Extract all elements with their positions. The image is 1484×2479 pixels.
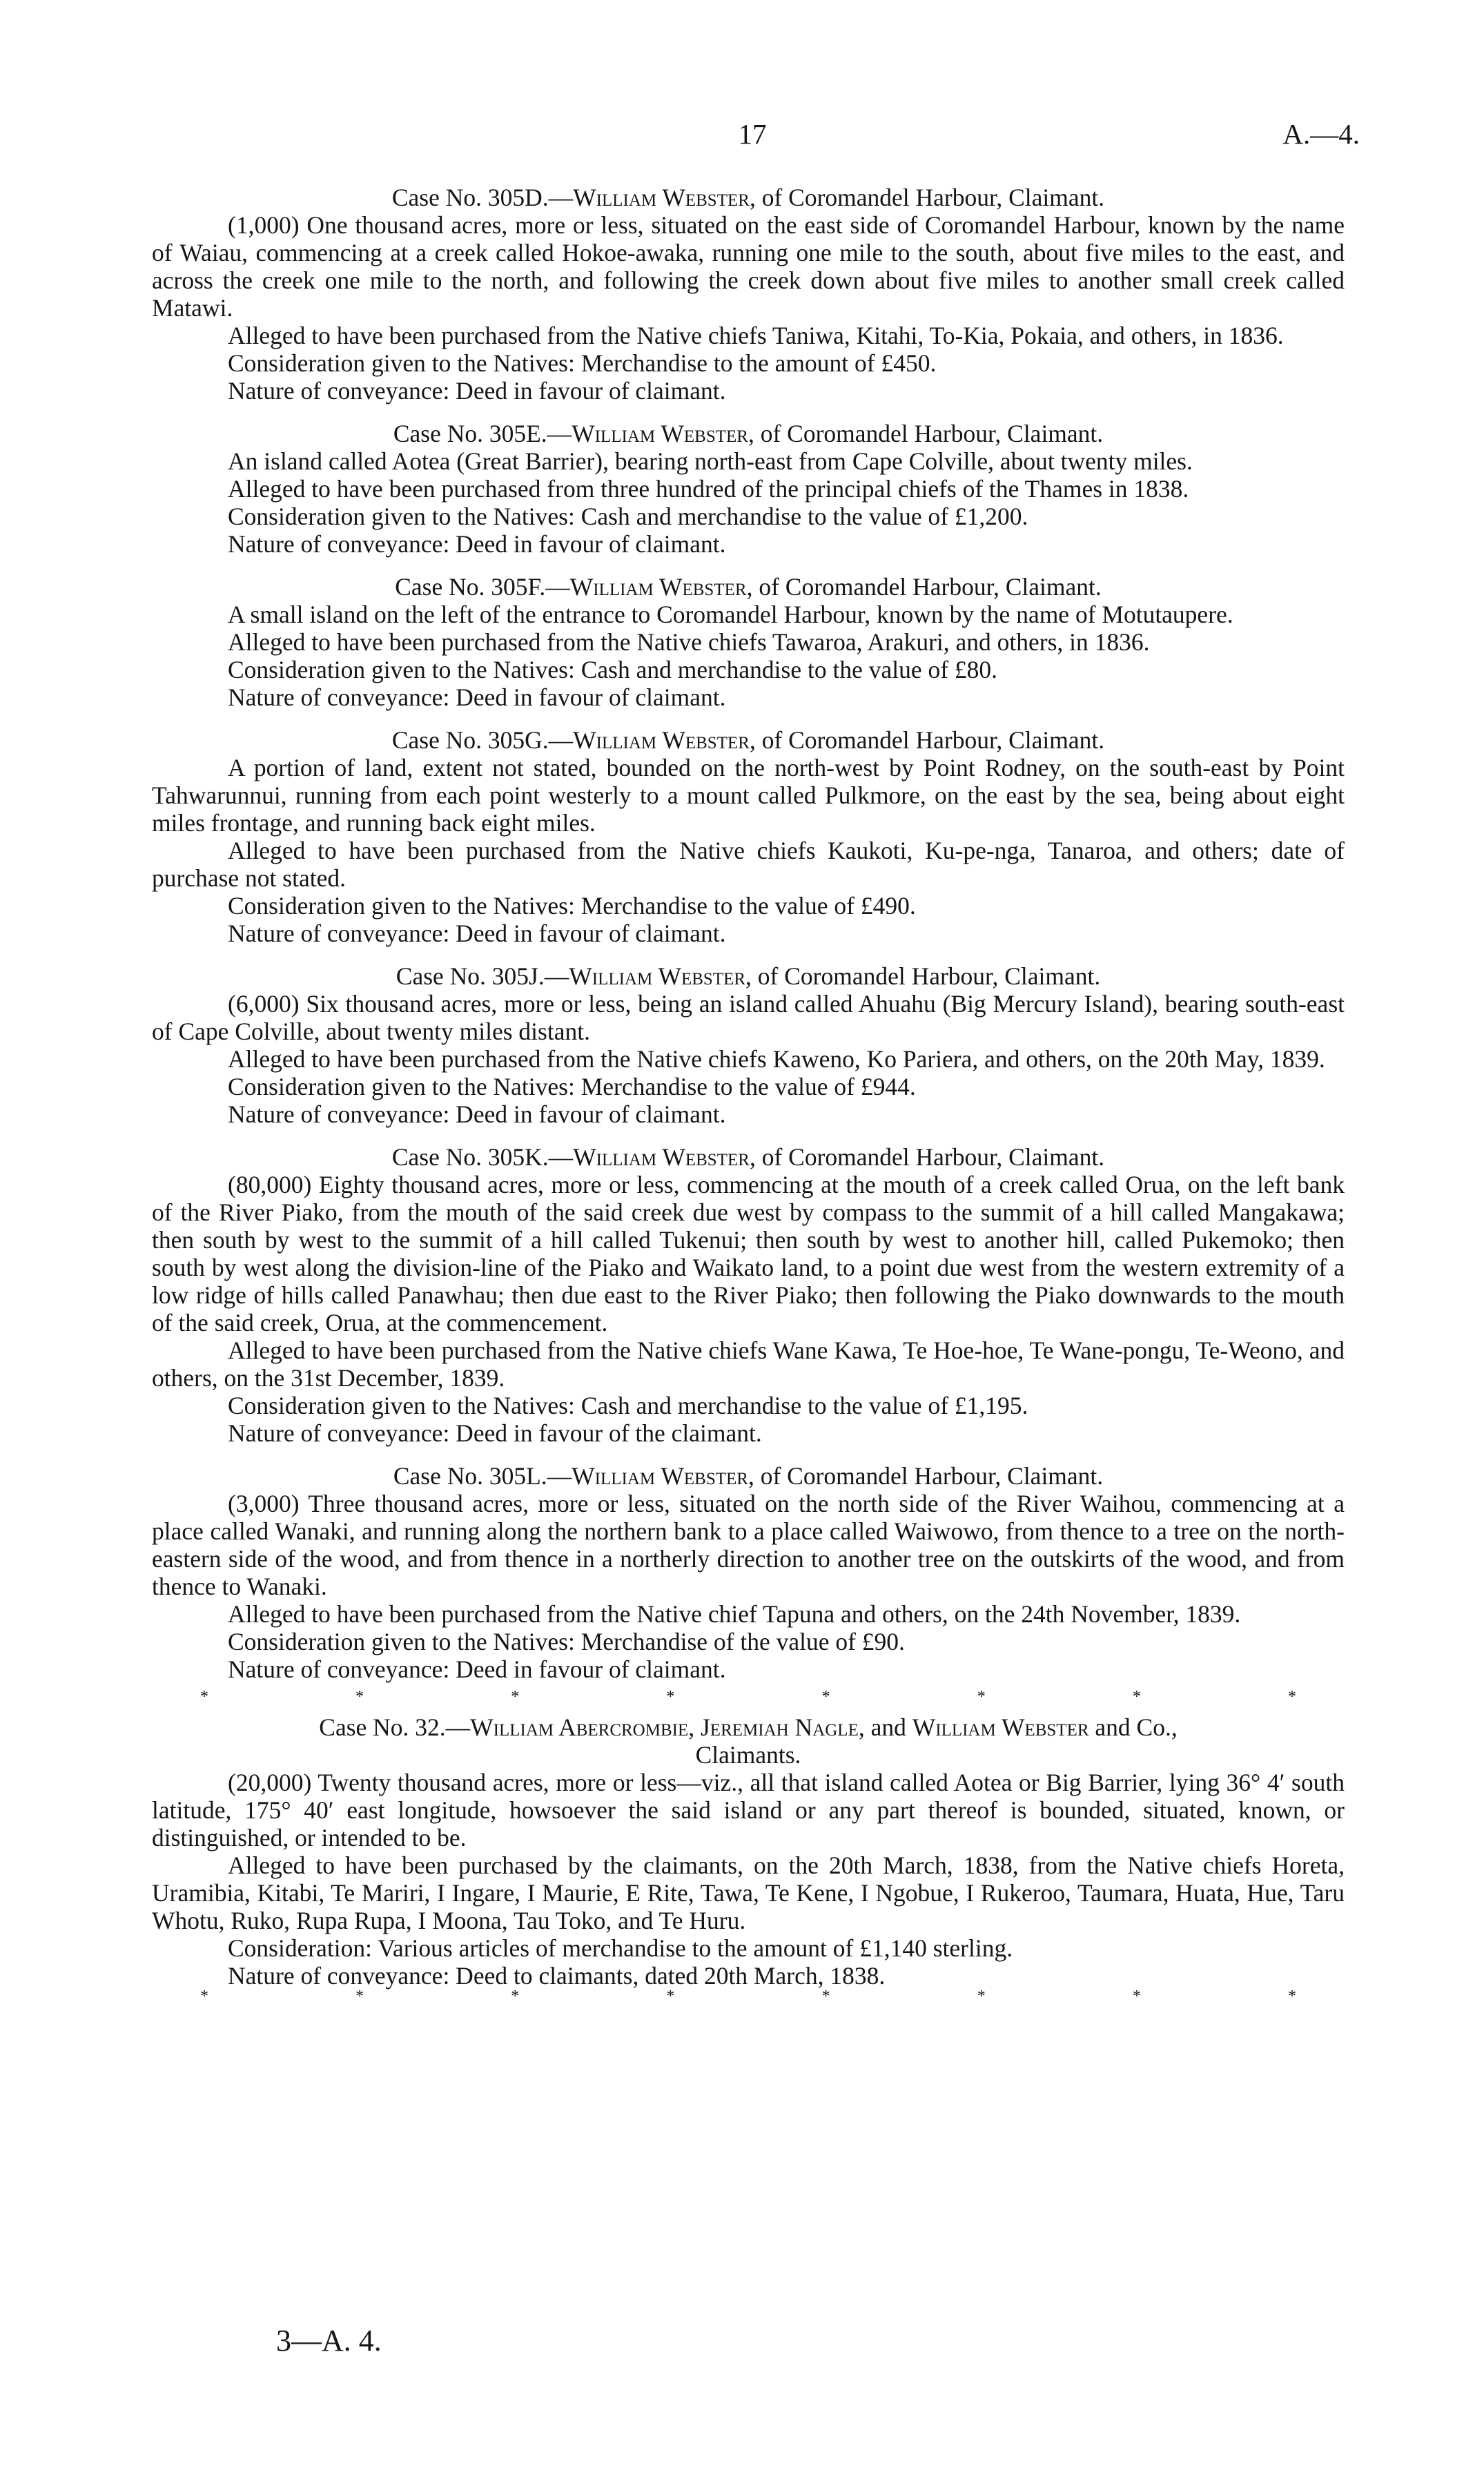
paragraph-description: (1,000) One thousand acres, more or less, situated on the east side of Coromandel Harbour, known by the name of Waiau, commencing at a creek called Hokoe-awaka, running one mile to the south, about five miles to the east, and across the creek one mile to the north, and following the creek down about five miles to another small creek called Matawi. bbox=[152, 211, 1345, 322]
claimant-name: William Webster bbox=[573, 184, 750, 211]
claimant-name: William Webster bbox=[572, 420, 748, 447]
paragraph-consideration: Consideration given to the Natives: Merchandise to the value of £490. bbox=[228, 892, 916, 920]
case-heading bbox=[152, 1462, 1345, 1490]
paragraph-purchase: Alleged to have been purchased from the Native chiefs Tawaroa, Arakuri, and others, in 1836. bbox=[228, 628, 1150, 656]
paragraph-purchase: Alleged to have been purchased from the Native chiefs Kaukoti, Ku-pe-nga, Tanaroa, and others; date of purchase not stated. bbox=[152, 837, 1345, 892]
asterisk: * bbox=[200, 1688, 208, 1706]
paragraph-conveyance: Nature of conveyance: Deed in favour of claimant. bbox=[228, 377, 726, 405]
paragraph-conveyance: Nature of conveyance: Deed to claimants, dated 20th March, 1838. bbox=[228, 1962, 886, 1990]
paragraph-description: An island called Aotea (Great Barrier), bearing north-east from Cape Colville, about twenty miles. bbox=[228, 447, 1193, 475]
paragraph-conveyance: Nature of conveyance: Deed in favour of claimant. bbox=[228, 1655, 726, 1683]
case-heading bbox=[152, 962, 1345, 990]
paragraph-description: (3,000) Three thousand acres, more or less, situated on the north side of the River Waihou, commencing at a place called Wanaki, and running along the northern bank to a place called Waiwowo, from thence to a tree on the north-eastern side of the wood, and from thence in a northerly direction to another tree on the outskirts of the wood, and from thence to Wanaki. bbox=[152, 1490, 1345, 1600]
paragraph-purchase: Alleged to have been purchased from the Native chief Tapuna and others, on the 24th November, 1839. bbox=[228, 1600, 1241, 1628]
separator: , and bbox=[858, 1713, 912, 1741]
document-reference: A.—4. bbox=[1282, 118, 1360, 150]
asterisk: * bbox=[666, 1688, 675, 1706]
claimants-label: Claimants. bbox=[695, 1741, 801, 1769]
case-number: Case No. 305K.— bbox=[391, 1143, 574, 1171]
case-305e bbox=[152, 420, 1345, 558]
claimant-location: , of Coromandel Harbour, Claimant. bbox=[745, 962, 1101, 990]
case-heading bbox=[152, 573, 1345, 601]
case-number: Case No. 305F.— bbox=[395, 573, 570, 601]
claimant-location: , of Coromandel Harbour, Claimant. bbox=[749, 726, 1105, 754]
claimant-name: Jeremiah Nagle bbox=[700, 1713, 859, 1741]
case-305l bbox=[152, 1462, 1345, 1683]
asterisk: * bbox=[977, 1987, 986, 2005]
paragraph-description: (6,000) Six thousand acres, more or less, being an island called Ahuahu (Big Mercury Island), bearing south-east of Cape Colville, about twenty miles distant. bbox=[152, 990, 1345, 1045]
claimant-name: William Webster bbox=[912, 1713, 1089, 1741]
case-number: Case No. 305J.— bbox=[396, 962, 569, 990]
separator: , bbox=[688, 1713, 701, 1741]
asterisk: * bbox=[355, 1688, 364, 1706]
case-heading bbox=[152, 420, 1345, 447]
paragraph-description: (20,000) Twenty thousand acres, more or less—viz., all that island called Aotea or Big Barrier, lying 36° 4′ south latitude, 175° 40′ east longitude, howsoever the said island or any part thereof is bounded, situated, known, or distinguished, or intended to be. bbox=[152, 1769, 1345, 1851]
claimant-location: , of Coromandel Harbour, Claimant. bbox=[749, 1143, 1105, 1171]
asterisk: * bbox=[1287, 1987, 1296, 2005]
case-number: Case No. 305D.— bbox=[391, 184, 574, 211]
paragraph-conveyance: Nature of conveyance: Deed in favour of claimant. bbox=[228, 530, 726, 558]
case-heading bbox=[152, 726, 1345, 754]
separator: and Co., bbox=[1088, 1713, 1178, 1741]
case-heading bbox=[152, 1713, 1345, 1741]
claimant-name: William Webster bbox=[569, 573, 747, 601]
page-body bbox=[152, 184, 1345, 2006]
claimant-name: William Webster bbox=[573, 1143, 750, 1171]
paragraph-consideration: Consideration given to the Natives: Cash and merchandise to the value of £1,195. bbox=[228, 1392, 1028, 1419]
paragraph-consideration: Consideration given to the Natives: Merchandise to the amount of £450. bbox=[228, 349, 937, 377]
claimant-name: William Abercrombie bbox=[470, 1713, 689, 1741]
paragraph-conveyance: Nature of conveyance: Deed in favour of claimant. bbox=[228, 683, 726, 711]
case-305j bbox=[152, 962, 1345, 1128]
claimant-name: William Webster bbox=[569, 962, 746, 990]
claimant-name: William Webster bbox=[573, 726, 750, 754]
paragraph-conveyance: Nature of conveyance: Deed in favour of claimant. bbox=[228, 1100, 726, 1128]
paragraph-purchase: Alleged to have been purchased from the Native chiefs Taniwa, Kitahi, To-Kia, Pokaia, and others, in 1836. bbox=[228, 322, 1284, 349]
paragraph-purchase: Alleged to have been purchased from the Native chiefs Wane Kawa, Te Hoe-hoe, Te Wane-pongu, Te-Weono, and others, on the 31st December, 1839. bbox=[152, 1336, 1345, 1392]
case-305f bbox=[152, 573, 1345, 711]
case-32 bbox=[152, 1713, 1345, 1990]
asterisk: * bbox=[1287, 1688, 1296, 1706]
asterisk: * bbox=[1132, 1987, 1141, 2005]
paragraph-consideration: Consideration given to the Natives: Cash and merchandise to the value of £80. bbox=[228, 656, 998, 683]
asterisk: * bbox=[666, 1987, 675, 2005]
asterisk-divider bbox=[152, 1987, 1345, 2006]
paragraph-purchase: Alleged to have been purchased from the Native chiefs Kaweno, Ko Pariera, and others, on the 20th May, 1839. bbox=[228, 1045, 1325, 1073]
claimant-name: William Webster bbox=[572, 1462, 748, 1490]
case-number: Case No. 305G.— bbox=[391, 726, 574, 754]
case-number: Case No. 305L.— bbox=[393, 1462, 572, 1490]
case-heading bbox=[152, 184, 1345, 211]
paragraph-description: A small island on the left of the entrance to Coromandel Harbour, known by the name of Motutaupere. bbox=[228, 601, 1233, 628]
claimant-location: , of Coromandel Harbour, Claimant. bbox=[746, 573, 1102, 601]
paragraph-consideration: Consideration: Various articles of merchandise to the amount of £1,140 sterling. bbox=[228, 1934, 1013, 1962]
asterisk: * bbox=[977, 1688, 986, 1706]
paragraph-consideration: Consideration given to the Natives: Cash and merchandise to the value of £1,200. bbox=[228, 503, 1028, 530]
paragraph-consideration: Consideration given to the Natives: Merchandise to the value of £944. bbox=[228, 1073, 916, 1100]
asterisk-divider bbox=[152, 1687, 1345, 1707]
claimant-location: , of Coromandel Harbour, Claimant. bbox=[748, 420, 1104, 447]
paragraph-conveyance: Nature of conveyance: Deed in favour of the claimant. bbox=[228, 1419, 762, 1447]
claimant-location: , of Coromandel Harbour, Claimant. bbox=[749, 184, 1105, 211]
asterisk: * bbox=[1132, 1688, 1141, 1706]
paragraph-description: (80,000) Eighty thousand acres, more or less, commencing at the mouth of a creek called Orua, on the left bank of the River Piako, from the mouth of the said creek due west by compass to the summit of a hill called Mangakawa; then south by west to the summit of a hill called Tukenui; then south by west to another hill, called Pukemoko; then south by west along the division-line of the Piako and Waikato land, to a point due west from the western extremity of a low ridge of hills called Panawhau; then due east to the River Piako; then following the Piako downwards to the mouth of the said creek, Orua, at the commencement. bbox=[152, 1171, 1345, 1336]
asterisk: * bbox=[200, 1987, 208, 2005]
asterisk: * bbox=[511, 1987, 520, 2005]
page-number: 17 bbox=[738, 118, 767, 150]
case-305g bbox=[152, 726, 1345, 947]
paragraph-conveyance: Nature of conveyance: Deed in favour of claimant. bbox=[228, 920, 726, 947]
asterisk: * bbox=[511, 1688, 520, 1706]
asterisk: * bbox=[355, 1987, 364, 2005]
paragraph-description: A portion of land, extent not stated, bounded on the north-west by Point Rodney, on the south-east by Point Tahwarunnui, running from each point westerly to a mount called Pulkmore, on the east by the sea, being about eight miles frontage, and running back eight miles. bbox=[152, 754, 1345, 837]
claimant-location: , of Coromandel Harbour, Claimant. bbox=[748, 1462, 1104, 1490]
paragraph-purchase: Alleged to have been purchased by the claimants, on the 20th March, 1838, from the Native chiefs Horeta, Uramibia, Kitabi, Te Mariri, I Ingare, I Maurie, E Rite, Tawa, Te Kene, I Ngobue, I Rukeroo, Taumara, Huata, Hue, Taru Whotu, Ruko, Rupa Rupa, I Moona, Tau Toko, and Te Huru. bbox=[152, 1851, 1345, 1934]
case-305k bbox=[152, 1143, 1345, 1447]
footer-reference: 3—A. 4. bbox=[276, 2324, 382, 2358]
paragraph-purchase: Alleged to have been purchased from three hundred of the principal chiefs of the Thames in 1838. bbox=[228, 475, 1189, 503]
paragraph-consideration: Consideration given to the Natives: Merchandise of the value of £90. bbox=[228, 1628, 905, 1655]
asterisk: * bbox=[821, 1987, 830, 2005]
case-number: Case No. 305E.— bbox=[393, 420, 572, 447]
case-heading bbox=[152, 1143, 1345, 1171]
case-305d bbox=[152, 184, 1345, 405]
case-number: Case No. 32.— bbox=[319, 1713, 471, 1741]
asterisk: * bbox=[821, 1688, 830, 1706]
